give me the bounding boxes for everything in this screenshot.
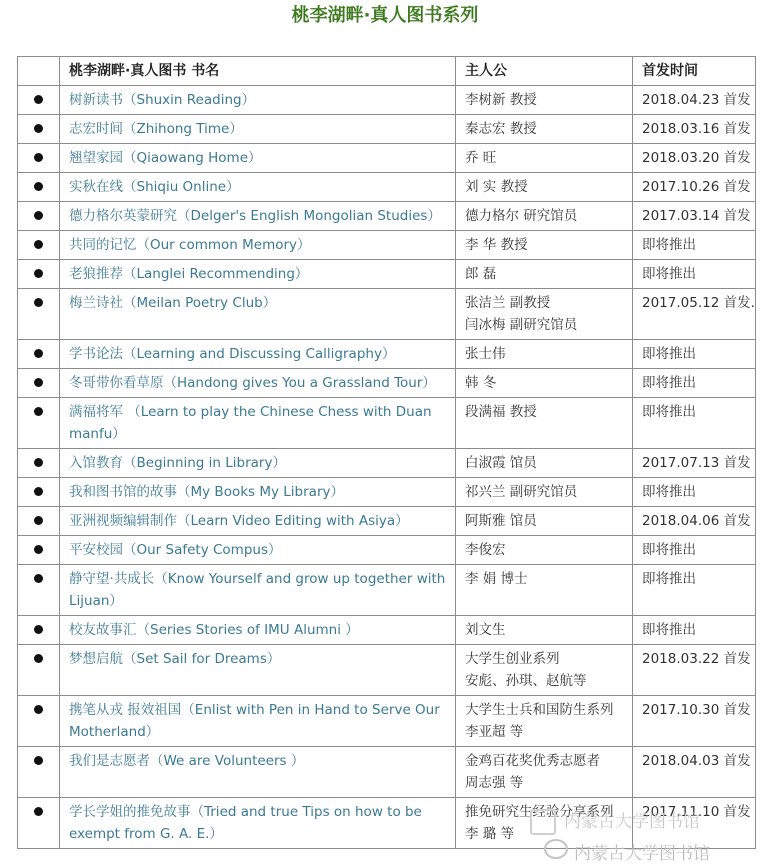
host-name xyxy=(456,536,633,565)
bullet-cell xyxy=(18,696,60,747)
table-row xyxy=(18,696,756,747)
host-line: 段满福 教授 xyxy=(465,404,537,420)
bullet-icon xyxy=(34,516,43,525)
book-title xyxy=(60,449,456,478)
bullet-cell xyxy=(18,260,60,289)
book-title-line: 平安校园（Our Safety Compus） xyxy=(69,542,282,558)
book-title-line: manfu） xyxy=(69,426,126,442)
book-title xyxy=(60,144,456,173)
bullet-icon xyxy=(34,211,43,220)
book-title-line: Lijuan） xyxy=(69,593,123,609)
table-row xyxy=(18,289,756,340)
wechat-icon xyxy=(544,839,568,859)
host-name xyxy=(456,747,633,798)
header-date: 首发时间 xyxy=(633,57,756,86)
book-title xyxy=(60,369,456,398)
bullet-cell xyxy=(18,449,60,478)
host-line: 李 娟 博士 xyxy=(465,571,528,587)
book-title xyxy=(60,747,456,798)
book-title-line: 亚洲视频编辑制作（Learn Video Editing with Asiya） xyxy=(69,513,409,529)
release-date: 即将推出 xyxy=(633,260,756,289)
book-title-line: 我们是志愿者（We are Volunteers ） xyxy=(69,753,305,769)
bullet-icon xyxy=(34,625,43,634)
table-row xyxy=(18,478,756,507)
table-row xyxy=(18,747,756,798)
watermark xyxy=(530,805,760,863)
book-title-line: Motherland） xyxy=(69,724,160,740)
book-title xyxy=(60,173,456,202)
release-date: 2018.03.16 首发 xyxy=(633,115,756,144)
book-title xyxy=(60,536,456,565)
bullet-cell xyxy=(18,86,60,115)
bullet-cell xyxy=(18,536,60,565)
bullet-icon xyxy=(34,574,43,583)
release-date: 即将推出 xyxy=(633,478,756,507)
book-title xyxy=(60,231,456,260)
book-title xyxy=(60,202,456,231)
host-name xyxy=(456,144,633,173)
table-row xyxy=(18,144,756,173)
book-title xyxy=(60,645,456,696)
bullet-cell xyxy=(18,369,60,398)
host-line: 安彪、孙琪、赵航等 xyxy=(465,673,587,689)
table-row xyxy=(18,449,756,478)
release-date: 即将推出 xyxy=(633,369,756,398)
bullet-icon xyxy=(34,124,43,133)
bullet-icon xyxy=(34,378,43,387)
host-line: 大学生士兵和国防生系列 xyxy=(465,702,614,718)
release-date: 2017.11.10 首发 xyxy=(633,798,756,849)
bullet-cell xyxy=(18,289,60,340)
book-title xyxy=(60,340,456,369)
release-date: 2018.03.22 首发 xyxy=(633,645,756,696)
bullet-icon xyxy=(34,458,43,467)
host-name xyxy=(456,565,633,616)
table-row xyxy=(18,202,756,231)
release-date: 即将推出 xyxy=(633,536,756,565)
table-row xyxy=(18,115,756,144)
host-name xyxy=(456,369,633,398)
library-logo-icon xyxy=(530,809,556,835)
host-line: 大学生创业系列 xyxy=(465,651,560,667)
table-row xyxy=(18,340,756,369)
host-line: 德力格尔 研究馆员 xyxy=(465,208,578,224)
bullet-icon xyxy=(34,153,43,162)
bullet-icon xyxy=(34,487,43,496)
header-bullet-cell xyxy=(18,57,60,86)
table-row xyxy=(18,616,756,645)
host-line: 张洁兰 副教授 xyxy=(465,295,551,311)
table-header-row xyxy=(18,57,756,86)
host-line: 阿斯雅 馆员 xyxy=(465,513,537,529)
host-line: 郎 磊 xyxy=(465,266,497,282)
book-title-line: exempt from G. A. E.） xyxy=(69,826,223,842)
host-name xyxy=(456,202,633,231)
bullet-icon xyxy=(34,407,43,416)
book-title xyxy=(60,289,456,340)
bullet-cell xyxy=(18,747,60,798)
host-name xyxy=(456,86,633,115)
release-date: 2017.10.30 首发 xyxy=(633,696,756,747)
host-line: 推免研究生经验分享系列 xyxy=(465,804,614,820)
host-name xyxy=(456,507,633,536)
book-title-line: 共同的记忆（Our common Memory） xyxy=(69,237,311,253)
book-title-line: 老狼推荐（Langlei Recommending） xyxy=(69,266,309,282)
host-line: 祁兴兰 副研究馆员 xyxy=(465,484,578,500)
watermark-text: 内蒙古大学图书馆 xyxy=(564,812,700,832)
release-date: 即将推出 xyxy=(633,565,756,616)
release-date: 2017.07.13 首发 xyxy=(633,449,756,478)
bullet-cell xyxy=(18,144,60,173)
release-date: 即将推出 xyxy=(633,340,756,369)
table-row xyxy=(18,86,756,115)
host-line: 周志强 等 xyxy=(465,775,524,791)
host-name xyxy=(456,645,633,696)
book-title xyxy=(60,260,456,289)
book-title-line: 学长学姐的推免故事（Tried and true Tips on how to be xyxy=(69,804,422,820)
host-line: 闫冰梅 副研究馆员 xyxy=(465,317,578,333)
host-line: 韩 冬 xyxy=(465,375,497,391)
book-title xyxy=(60,696,456,747)
host-name xyxy=(456,398,633,449)
bullet-cell xyxy=(18,173,60,202)
book-title xyxy=(60,798,456,849)
table-row xyxy=(18,369,756,398)
book-title-line: 携笔从戎 报效祖国（Enlist with Pen in Hand to Serve Our xyxy=(69,702,440,718)
watermark-text-account: 内蒙古大学图书馆 xyxy=(574,844,710,864)
book-title-line: 梅兰诗社（Meilan Poetry Club） xyxy=(69,295,277,311)
host-line: 刘文生 xyxy=(465,622,506,638)
book-title-line: 我和图书馆的故事（My Books My Library） xyxy=(69,484,344,500)
bullet-cell xyxy=(18,798,60,849)
book-title-line: 校友故事汇（Series Stories of IMU Alumni ） xyxy=(69,622,359,638)
page-title: 桃李湖畔·真人图书系列 xyxy=(291,5,479,26)
release-date: 2018.04.03 首发 xyxy=(633,747,756,798)
book-title-line: 冬哥带你看草原（Handong gives You a Grassland Tour） xyxy=(69,375,436,391)
bullet-cell xyxy=(18,398,60,449)
host-line: 张士伟 xyxy=(465,346,506,362)
host-line: 李 璐 等 xyxy=(465,826,515,842)
bullet-cell xyxy=(18,231,60,260)
table-row xyxy=(18,507,756,536)
bullet-icon xyxy=(34,269,43,278)
table-row xyxy=(18,398,756,449)
host-name xyxy=(456,696,633,747)
bullet-icon xyxy=(34,349,43,358)
table-row xyxy=(18,565,756,616)
host-line: 李 华 教授 xyxy=(465,237,528,253)
book-title-line: 志宏时间（Zhihong Time） xyxy=(69,121,243,137)
bullet-icon xyxy=(34,182,43,191)
release-date: 2018.04.06 首发 xyxy=(633,507,756,536)
bullet-icon xyxy=(34,545,43,554)
bullet-cell xyxy=(18,115,60,144)
host-name xyxy=(456,289,633,340)
host-name xyxy=(456,478,633,507)
host-name xyxy=(456,449,633,478)
bullet-icon xyxy=(34,298,43,307)
release-date: 2017.05.12 首发. xyxy=(633,289,756,340)
book-title-line: 入馆教育（Beginning in Library） xyxy=(69,455,286,471)
book-title xyxy=(60,86,456,115)
release-date: 2018.04.23 首发 xyxy=(633,86,756,115)
table-row xyxy=(18,231,756,260)
table-row xyxy=(18,173,756,202)
host-line: 李树新 教授 xyxy=(465,92,537,108)
book-table xyxy=(17,56,756,849)
book-title-line: 实秋在线（Shiqiu Online） xyxy=(69,179,240,195)
host-line: 白淑霞 馆员 xyxy=(465,455,537,471)
release-date: 2018.03.20 首发 xyxy=(633,144,756,173)
bullet-cell xyxy=(18,340,60,369)
release-date: 2017.03.14 首发 xyxy=(633,202,756,231)
book-title-line: 梦想启航（Set Sail for Dreams） xyxy=(69,651,281,667)
release-date: 2017.10.26 首发 xyxy=(633,173,756,202)
book-title xyxy=(60,507,456,536)
table-row xyxy=(18,536,756,565)
table-row xyxy=(18,645,756,696)
host-name xyxy=(456,115,633,144)
book-title xyxy=(60,115,456,144)
host-line: 秦志宏 教授 xyxy=(465,121,537,137)
book-title xyxy=(60,565,456,616)
book-title xyxy=(60,616,456,645)
host-name xyxy=(456,340,633,369)
release-date: 即将推出 xyxy=(633,616,756,645)
bullet-cell xyxy=(18,616,60,645)
book-title-line: 德力格尔英蒙研究（Delger's English Mongolian Studies） xyxy=(69,208,441,224)
release-date: 即将推出 xyxy=(633,398,756,449)
bullet-icon xyxy=(34,240,43,249)
host-name xyxy=(456,173,633,202)
host-line: 刘 实 教授 xyxy=(465,179,528,195)
release-date: 即将推出 xyxy=(633,231,756,260)
host-line: 金鸡百花奖优秀志愿者 xyxy=(465,753,600,769)
host-name xyxy=(456,231,633,260)
header-title: 桃李湖畔·真人图书 书名 xyxy=(60,57,456,86)
book-title-line: 翘望家园（Qiaowang Home） xyxy=(69,150,262,166)
bullet-cell xyxy=(18,478,60,507)
table-row xyxy=(18,260,756,289)
host-line: 乔 旺 xyxy=(465,150,497,166)
book-title-line: 学书论法（Learning and Discussing Calligraphy） xyxy=(69,346,396,362)
bullet-icon xyxy=(34,807,43,816)
book-title xyxy=(60,478,456,507)
host-name xyxy=(456,616,633,645)
bullet-icon xyxy=(34,756,43,765)
bullet-cell xyxy=(18,202,60,231)
book-title-line: 满福将军 （Learn to play the Chinese Chess with Duan xyxy=(69,404,432,420)
book-title-line: 静守望·共成长（Know Yourself and grow up together with xyxy=(69,571,446,587)
bullet-icon xyxy=(34,95,43,104)
host-line: 李俊宏 xyxy=(465,542,506,558)
bullet-cell xyxy=(18,507,60,536)
bullet-icon xyxy=(34,654,43,663)
bullet-icon xyxy=(34,705,43,714)
bullet-cell xyxy=(18,565,60,616)
bullet-cell xyxy=(18,645,60,696)
header-host: 主人公 xyxy=(456,57,633,86)
host-line: 李亚超 等 xyxy=(465,724,524,740)
book-title-line: 树新读书（Shuxin Reading） xyxy=(69,92,256,108)
book-title xyxy=(60,398,456,449)
host-name xyxy=(456,260,633,289)
